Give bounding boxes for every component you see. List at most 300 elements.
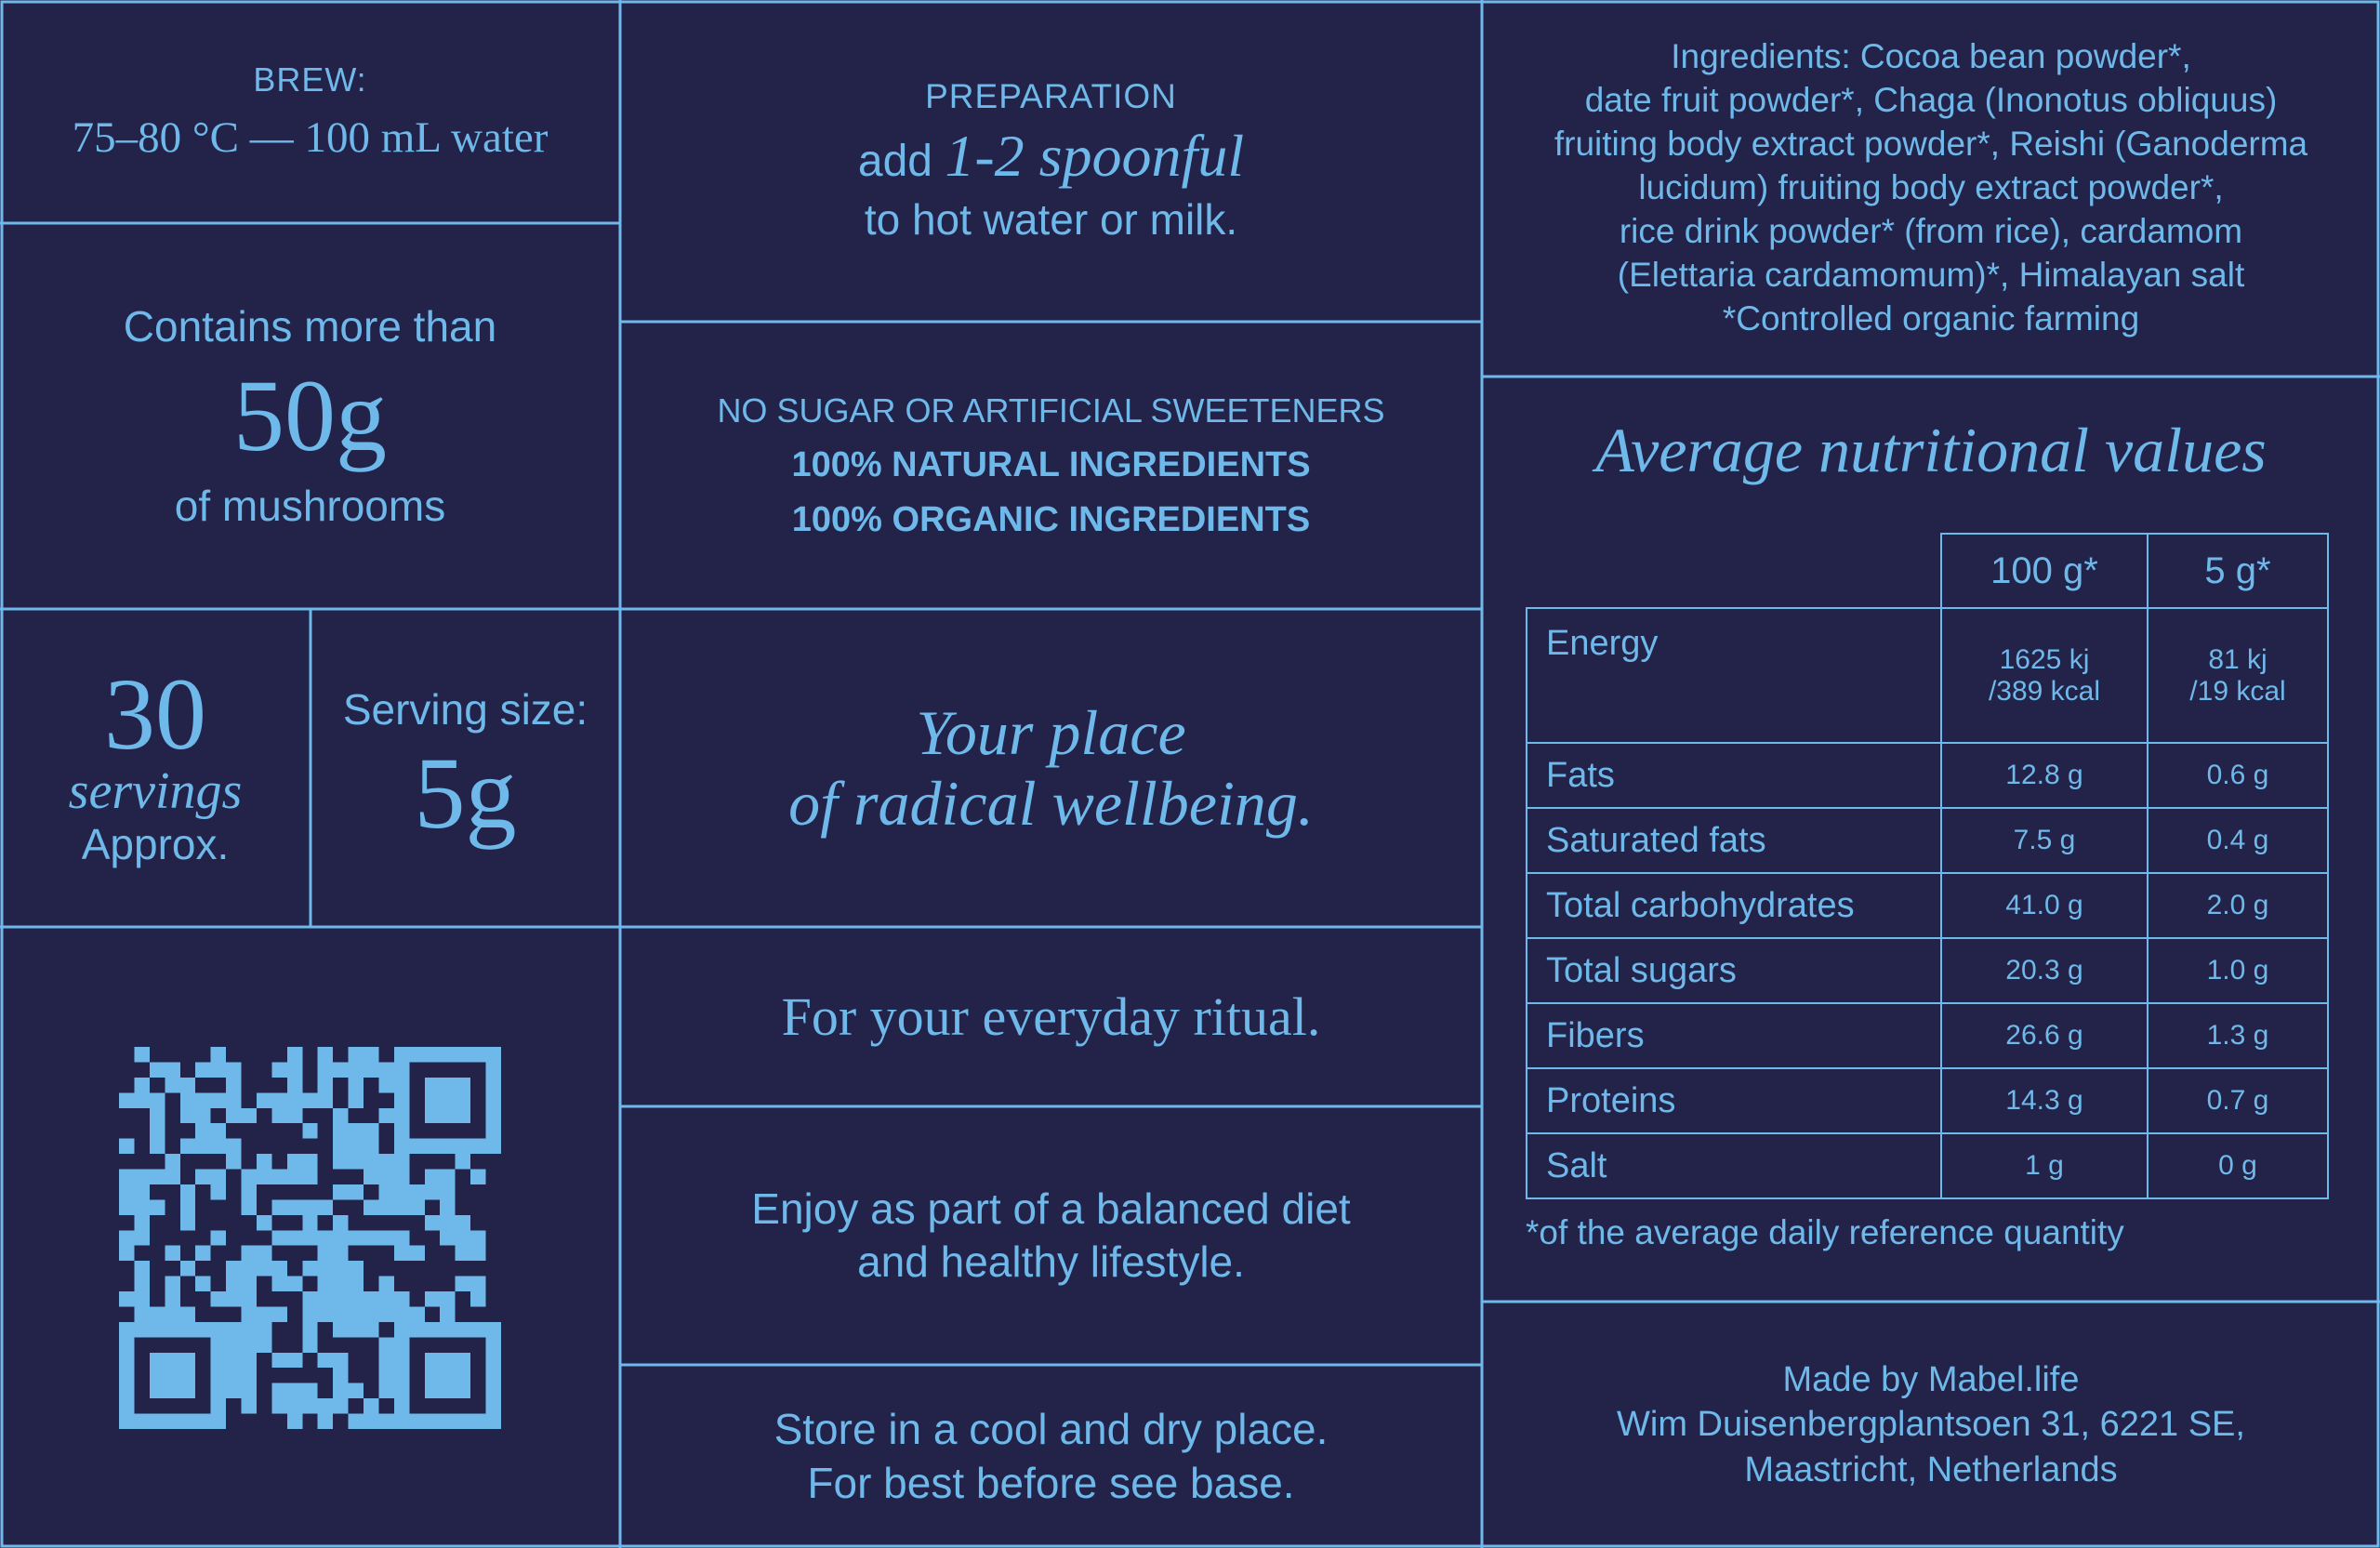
qr-module — [195, 1413, 210, 1428]
qr-module — [242, 1169, 257, 1184]
qr-module — [486, 1107, 501, 1122]
qr-module — [425, 1321, 440, 1336]
qr-module — [470, 1413, 485, 1428]
energy-kcal-100g: /389 kcal — [1988, 675, 2101, 707]
qr-module — [195, 1276, 210, 1290]
nutrient-name: Total carbohydrates — [1527, 873, 1941, 938]
qr-module — [394, 1306, 409, 1321]
qr-module — [486, 1077, 501, 1092]
qr-module — [470, 1138, 485, 1153]
claims-section — [620, 322, 1482, 609]
qr-module — [119, 1321, 134, 1336]
qr-module — [378, 1383, 393, 1397]
qr-module — [302, 1230, 317, 1245]
qr-module — [226, 1368, 241, 1383]
qr-module — [425, 1214, 440, 1229]
qr-module — [302, 1306, 317, 1321]
qr-module — [134, 1047, 149, 1062]
enjoy-line-2: and healthy lifestyle. — [857, 1237, 1245, 1286]
qr-module — [226, 1077, 241, 1092]
qr-module — [195, 1321, 210, 1336]
qr-module — [470, 1230, 485, 1245]
qr-module — [180, 1199, 195, 1214]
qr-module — [394, 1398, 409, 1413]
qr-module — [486, 1368, 501, 1383]
nutrient-value-5g: 2.0 g — [2148, 873, 2328, 938]
qr-module — [242, 1383, 257, 1397]
qr-module — [134, 1276, 149, 1290]
qr-module — [394, 1321, 409, 1336]
qr-module — [394, 1291, 409, 1306]
qr-module — [470, 1169, 485, 1184]
qr-module — [486, 1398, 501, 1413]
qr-module — [486, 1138, 501, 1153]
qr-module — [257, 1245, 271, 1260]
qr-module — [150, 1321, 165, 1336]
qr-module — [440, 1230, 455, 1245]
qr-module — [349, 1413, 364, 1428]
qr-module — [226, 1321, 241, 1336]
qr-module — [180, 1306, 195, 1321]
qr-module — [456, 1214, 470, 1229]
qr-module — [425, 1138, 440, 1153]
qr-module — [333, 1261, 348, 1276]
qr-module — [440, 1047, 455, 1062]
claim-natural: 100% NATURAL INGREDIENTS — [791, 444, 1311, 484]
qr-module — [333, 1383, 348, 1397]
qr-module — [226, 1337, 241, 1352]
qr-module — [333, 1321, 348, 1336]
qr-module — [333, 1138, 348, 1153]
qr-module — [150, 1383, 165, 1397]
servings-word: servings — [68, 762, 243, 821]
qr-module — [271, 1107, 286, 1122]
qr-module — [318, 1413, 333, 1428]
qr-module — [150, 1352, 165, 1367]
qr-module — [409, 1413, 424, 1428]
qr-module — [394, 1245, 409, 1260]
qr-module — [134, 1321, 149, 1336]
qr-module — [394, 1107, 409, 1122]
nutrient-name: Proteins — [1527, 1068, 1941, 1133]
qr-module — [333, 1291, 348, 1306]
qr-module — [318, 1306, 333, 1321]
qr-module — [211, 1123, 226, 1138]
nutrient-value-5g — [2148, 608, 2328, 743]
qr-module — [318, 1230, 333, 1245]
qr-module — [333, 1398, 348, 1413]
qr-module — [409, 1184, 424, 1198]
qr-module — [486, 1413, 501, 1428]
qr-section — [0, 927, 620, 1548]
qr-module — [119, 1138, 134, 1153]
table-row — [1527, 743, 2328, 808]
qr-module — [318, 1077, 333, 1092]
tagline-section — [620, 609, 1482, 927]
qr-module — [318, 1047, 333, 1062]
qr-module — [456, 1413, 470, 1428]
qr-module — [318, 1398, 333, 1413]
qr-module — [195, 1092, 210, 1107]
qr-module — [134, 1261, 149, 1276]
qr-module — [349, 1383, 364, 1397]
qr-module — [119, 1291, 134, 1306]
serving-size-value: 5g — [414, 735, 517, 850]
qr-module — [211, 1383, 226, 1397]
qr-module — [349, 1138, 364, 1153]
qr-module — [378, 1352, 393, 1367]
storage-line-2: For best before see base. — [807, 1458, 1295, 1507]
qr-module — [456, 1138, 470, 1153]
qr-module — [333, 1062, 348, 1077]
qr-module — [394, 1154, 409, 1169]
qr-module — [165, 1154, 179, 1169]
mushroom-amount: 50g — [233, 359, 387, 473]
qr-module — [119, 1337, 134, 1352]
qr-module — [226, 1062, 241, 1077]
qr-module — [440, 1306, 455, 1321]
qr-module — [349, 1062, 364, 1077]
preparation-line-1 — [858, 122, 1244, 191]
qr-module — [271, 1230, 286, 1245]
qr-module — [180, 1184, 195, 1198]
qr-module — [364, 1413, 378, 1428]
qr-module — [180, 1138, 195, 1153]
ingredients-line: *Controlled organic farming — [1722, 298, 2140, 337]
qr-module — [271, 1352, 286, 1367]
qr-module — [425, 1383, 440, 1397]
qr-module — [165, 1276, 179, 1290]
table-row — [1527, 873, 2328, 938]
brew-label: BREW: — [253, 60, 367, 99]
qr-module — [364, 1062, 378, 1077]
qr-module — [134, 1306, 149, 1321]
ingredients-line: Ingredients: Cocoa bean powder*, — [1671, 37, 2191, 76]
qr-module — [226, 1261, 241, 1276]
qr-module — [440, 1352, 455, 1367]
qr-module — [394, 1062, 409, 1077]
qr-module — [378, 1291, 393, 1306]
qr-module — [440, 1138, 455, 1153]
qr-module — [349, 1154, 364, 1169]
qr-module — [456, 1368, 470, 1383]
table-row — [1527, 1133, 2328, 1198]
qr-module — [195, 1107, 210, 1122]
qr-module — [242, 1276, 257, 1290]
qr-module — [242, 1184, 257, 1198]
qr-module — [119, 1199, 134, 1214]
qr-module — [394, 1352, 409, 1367]
qr-module — [180, 1413, 195, 1428]
qr-module — [180, 1077, 195, 1092]
table-row — [1527, 938, 2328, 1003]
qr-module — [364, 1169, 378, 1184]
nutrient-name: Energy — [1527, 608, 1941, 743]
qr-module — [150, 1092, 165, 1107]
nutrient-value-100g: 20.3 g — [1941, 938, 2148, 1003]
qr-module — [425, 1169, 440, 1184]
qr-module — [195, 1138, 210, 1153]
nutrient-value-100g — [1941, 608, 2148, 743]
qr-module — [119, 1245, 134, 1260]
qr-module — [119, 1352, 134, 1367]
ingredients-section — [1482, 0, 2380, 377]
qr-module — [226, 1383, 241, 1397]
qr-module — [378, 1276, 393, 1290]
qr-module — [302, 1154, 317, 1169]
qr-module — [302, 1383, 317, 1397]
qr-module — [440, 1368, 455, 1383]
qr-module — [349, 1276, 364, 1290]
nutrient-value-100g: 1 g — [1941, 1133, 2148, 1198]
qr-module — [333, 1245, 348, 1260]
qr-module — [456, 1230, 470, 1245]
nutrient-name: Salt — [1527, 1133, 1941, 1198]
qr-module — [287, 1383, 302, 1397]
qr-module — [378, 1337, 393, 1352]
qr-module — [150, 1123, 165, 1138]
brew-value: 75–80 °C — 100 mL water — [72, 113, 549, 162]
qr-module — [257, 1337, 271, 1352]
ritual-section — [620, 927, 1482, 1106]
qr-module — [486, 1092, 501, 1107]
ingredients-line: (Elettaria cardamomum)*, Himalayan salt — [1617, 255, 2245, 294]
qr-module — [349, 1261, 364, 1276]
qr-module — [150, 1169, 165, 1184]
qr-module — [287, 1199, 302, 1214]
qr-module — [425, 1368, 440, 1383]
qr-module — [440, 1107, 455, 1122]
qr-module — [180, 1261, 195, 1276]
qr-module — [271, 1261, 286, 1276]
qr-module — [226, 1138, 241, 1153]
servings-section — [0, 609, 311, 927]
qr-module — [271, 1092, 286, 1107]
qr-module — [287, 1413, 302, 1428]
qr-module — [440, 1321, 455, 1336]
qr-module — [333, 1154, 348, 1169]
qr-module — [425, 1047, 440, 1062]
qr-module — [440, 1077, 455, 1092]
qr-module — [409, 1138, 424, 1153]
qr-module — [257, 1306, 271, 1321]
qr-module — [287, 1169, 302, 1184]
qr-code-icon[interactable] — [119, 1047, 501, 1429]
qr-module — [180, 1321, 195, 1336]
qr-module — [409, 1245, 424, 1260]
qr-module — [409, 1199, 424, 1214]
qr-module — [318, 1291, 333, 1306]
qr-module — [211, 1413, 226, 1428]
qr-module — [349, 1184, 364, 1198]
qr-module — [440, 1413, 455, 1428]
manufacturer-line-1: Made by Mabel.life — [1782, 1360, 2080, 1400]
qr-module — [364, 1321, 378, 1336]
qr-module — [302, 1199, 317, 1214]
qr-module — [394, 1123, 409, 1138]
qr-module — [318, 1352, 333, 1367]
mushroom-post-text: of mushrooms — [174, 481, 446, 530]
energy-kj-100g: 1625 kj — [1999, 643, 2090, 675]
qr-module — [242, 1245, 257, 1260]
qr-module — [318, 1092, 333, 1107]
qr-module — [257, 1214, 271, 1229]
qr-module — [242, 1368, 257, 1383]
qr-module — [333, 1306, 348, 1321]
qr-module — [349, 1230, 364, 1245]
qr-module — [165, 1306, 179, 1321]
qr-module — [318, 1199, 333, 1214]
ingredients-text — [1536, 35, 2326, 341]
preparation-line-2: to hot water or milk. — [864, 195, 1238, 244]
qr-module — [211, 1337, 226, 1352]
nutrition-header-blank — [1527, 534, 1941, 608]
qr-module — [486, 1352, 501, 1367]
qr-module — [302, 1123, 317, 1138]
qr-module — [394, 1184, 409, 1198]
qr-module — [486, 1321, 501, 1336]
qr-module — [440, 1214, 455, 1229]
qr-module — [195, 1245, 210, 1260]
claim-no-sugar: NO SUGAR OR ARTIFICIAL SWEETENERS — [717, 390, 1385, 430]
qr-module — [378, 1077, 393, 1092]
qr-module — [378, 1199, 393, 1214]
qr-module — [364, 1291, 378, 1306]
qr-module — [302, 1398, 317, 1413]
qr-module — [364, 1154, 378, 1169]
qr-module — [287, 1154, 302, 1169]
qr-module — [150, 1062, 165, 1077]
nutrient-name: Saturated fats — [1527, 808, 1941, 873]
nutrient-name: Fibers — [1527, 1003, 1941, 1068]
table-row — [1527, 608, 2328, 743]
qr-module — [257, 1092, 271, 1107]
qr-module — [226, 1291, 241, 1306]
preparation-section — [620, 0, 1482, 322]
table-row — [1527, 1003, 2328, 1068]
nutrient-value-100g: 14.3 g — [1941, 1068, 2148, 1133]
nutrition-footnote: *of the average daily reference quantity — [1526, 1213, 2124, 1251]
qr-module — [242, 1398, 257, 1413]
qr-module — [134, 1291, 149, 1306]
qr-module — [394, 1138, 409, 1153]
qr-module — [378, 1062, 393, 1077]
qr-module — [150, 1199, 165, 1214]
qr-module — [242, 1306, 257, 1321]
energy-kj-5g: 81 kj — [2208, 643, 2268, 675]
manufacturer-line-2: Wim Duisenbergplantsoen 31, 6221 SE, — [1617, 1405, 2245, 1445]
nutrient-value-5g: 0.4 g — [2148, 808, 2328, 873]
qr-module — [456, 1107, 470, 1122]
qr-module — [180, 1092, 195, 1107]
qr-module — [456, 1352, 470, 1367]
qr-module — [409, 1047, 424, 1062]
qr-module — [242, 1337, 257, 1352]
qr-module — [486, 1047, 501, 1062]
qr-module — [349, 1321, 364, 1336]
qr-module — [271, 1383, 286, 1397]
storage-line-1: Store in a cool and dry place. — [774, 1405, 1329, 1453]
preparation-spoonful: 1-2 spoonful — [945, 123, 1245, 189]
qr-module — [378, 1154, 393, 1169]
qr-module — [302, 1321, 317, 1336]
qr-module — [349, 1306, 364, 1321]
qr-module — [287, 1107, 302, 1122]
qr-module — [349, 1077, 364, 1092]
qr-module — [134, 1184, 149, 1198]
qr-module — [470, 1276, 485, 1290]
qr-module — [271, 1062, 286, 1077]
ingredients-line: date fruit powder*, Chaga (Inonotus obliquus) — [1584, 81, 2278, 120]
nutrient-value-100g: 26.6 g — [1941, 1003, 2148, 1068]
qr-module — [271, 1169, 286, 1184]
qr-module — [394, 1413, 409, 1428]
qr-module — [242, 1199, 257, 1214]
qr-module — [195, 1062, 210, 1077]
claim-organic: 100% ORGANIC INGREDIENTS — [791, 499, 1311, 539]
qr-module — [242, 1321, 257, 1336]
qr-module — [211, 1321, 226, 1336]
qr-module — [242, 1291, 257, 1306]
ritual-text: For your everyday ritual. — [781, 986, 1321, 1047]
qr-module — [333, 1214, 348, 1229]
qr-module — [165, 1413, 179, 1428]
qr-module — [456, 1077, 470, 1092]
table-row — [1527, 1068, 2328, 1133]
serving-size-label: Serving size: — [342, 684, 588, 734]
qr-module — [394, 1337, 409, 1352]
qr-module — [242, 1352, 257, 1367]
qr-module — [211, 1398, 226, 1413]
qr-module — [287, 1352, 302, 1367]
qr-module — [119, 1092, 134, 1107]
table-row — [1527, 808, 2328, 873]
qr-module — [134, 1214, 149, 1229]
qr-module — [318, 1245, 333, 1260]
qr-module — [394, 1092, 409, 1107]
manufacturer-section — [1482, 1302, 2380, 1548]
qr-module — [364, 1138, 378, 1153]
qr-module — [150, 1306, 165, 1321]
qr-module — [287, 1062, 302, 1077]
qr-module — [119, 1383, 134, 1397]
qr-module — [257, 1154, 271, 1169]
qr-module — [195, 1123, 210, 1138]
qr-module — [440, 1169, 455, 1184]
qr-module — [287, 1398, 302, 1413]
qr-module — [271, 1398, 286, 1413]
qr-module — [211, 1062, 226, 1077]
qr-module — [456, 1092, 470, 1107]
qr-module — [440, 1092, 455, 1107]
qr-module — [486, 1383, 501, 1397]
qr-module — [394, 1383, 409, 1397]
qr-module — [302, 1261, 317, 1276]
qr-module — [180, 1107, 195, 1122]
qr-module — [409, 1321, 424, 1336]
qr-module — [409, 1306, 424, 1321]
ingredients-line: rice drink powder* (from rice), cardamom — [1619, 211, 2243, 250]
nutrient-value-100g: 41.0 g — [1941, 873, 2148, 938]
qr-module — [440, 1383, 455, 1397]
qr-module — [119, 1230, 134, 1245]
servings-approx: Approx. — [81, 820, 230, 869]
nutrient-value-5g: 0.7 g — [2148, 1068, 2328, 1133]
qr-module — [242, 1107, 257, 1122]
nutrition-title: Average nutritional values — [1595, 415, 2267, 485]
preparation-line-1-pre: add — [857, 137, 945, 186]
ingredients-line: fruiting body extract powder*, Reishi (Ganoderma — [1554, 125, 2308, 164]
